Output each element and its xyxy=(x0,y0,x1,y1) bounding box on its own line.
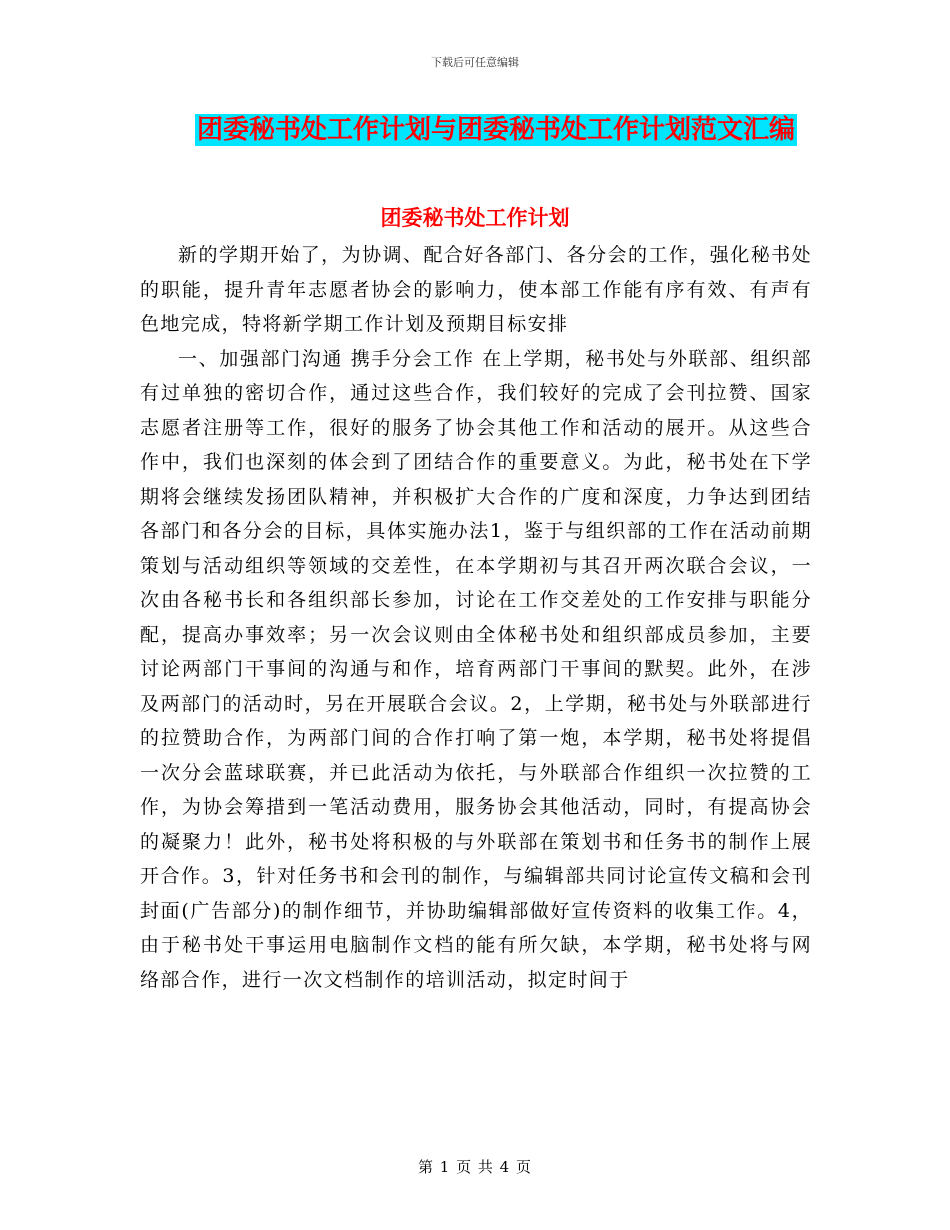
paragraph-section-one: 一、加强部门沟通 携手分会工作 在上学期，秘书处与外联部、组织部有过单独的密切合作，通过这些合作，我们较好的完成了会刊拉赞、国家志愿者注册等工作，很好的服务了协会其他工作和活动的展开。从这些合作中，我们也深刻的体会到了团结合作的重要意义。为此，秘书处在下学期将会继续发扬团队精神，并积极扩大合作的广度和深度，力争达到团结各部门和各分会的目标，具体实施办法1，鉴于与组织部的工作在活动前期策划与活动组织等领域的交差性，在本学期初与其召开两次联合会议，一次由各秘书长和各组织部长参加，讨论在工作交差处的工作安排与职能分配，提高办事效率；另一次会议则由全体秘书处和组织部成员参加，主要讨论两部门干事间的沟通与和作，培育两部门干事间的默契。此外，在涉及两部门的活动时，另在开展联合会议。2，上学期，秘书处与外联部进行的拉赞助合作，为两部门间的合作打响了第一炮，本学期，秘书处将提倡一次分会蓝球联赛，并已此活动为依托，与外联部合作组织一次拉赞的工作，为协会筹措到一笔活动费用，服务协会其他活动，同时，有提高协会的凝聚力！此外，秘书处将积极的与外联部在策划书和任务书的制作上展开合作。3，针对任务书和会刊的制作，与编辑部共同讨论宣传文稿和会刊封面(广告部分)的制作细节，并协助编辑部做好宣传资料的收集工作。4，由于秘书处干事运用电脑制作文档的能有所欠缺，本学期，秘书处将与网络部合作，进行一次文档制作的培训活动，拟定时间于 xyxy=(140,347,812,991)
section-title: 团委秘书处工作计划 xyxy=(380,206,570,230)
page-footer: 第 1 页 共 4 页 xyxy=(418,1158,532,1176)
main-title: 团委秘书处工作计划与团委秘书处工作计划范文汇编 xyxy=(196,115,795,145)
paragraph-intro: 新的学期开始了，为协调、配合好各部门、各分会的工作，强化秘书处的职能，提升青年志愿者协会的影响力，使本部工作能有序有效、有声有色地完成，特将新学期工作计划及预期目标安排 xyxy=(140,244,812,335)
main-title-container xyxy=(0,114,950,146)
document-body xyxy=(140,238,812,997)
header-note: 下载后可任意编辑 xyxy=(431,56,519,69)
